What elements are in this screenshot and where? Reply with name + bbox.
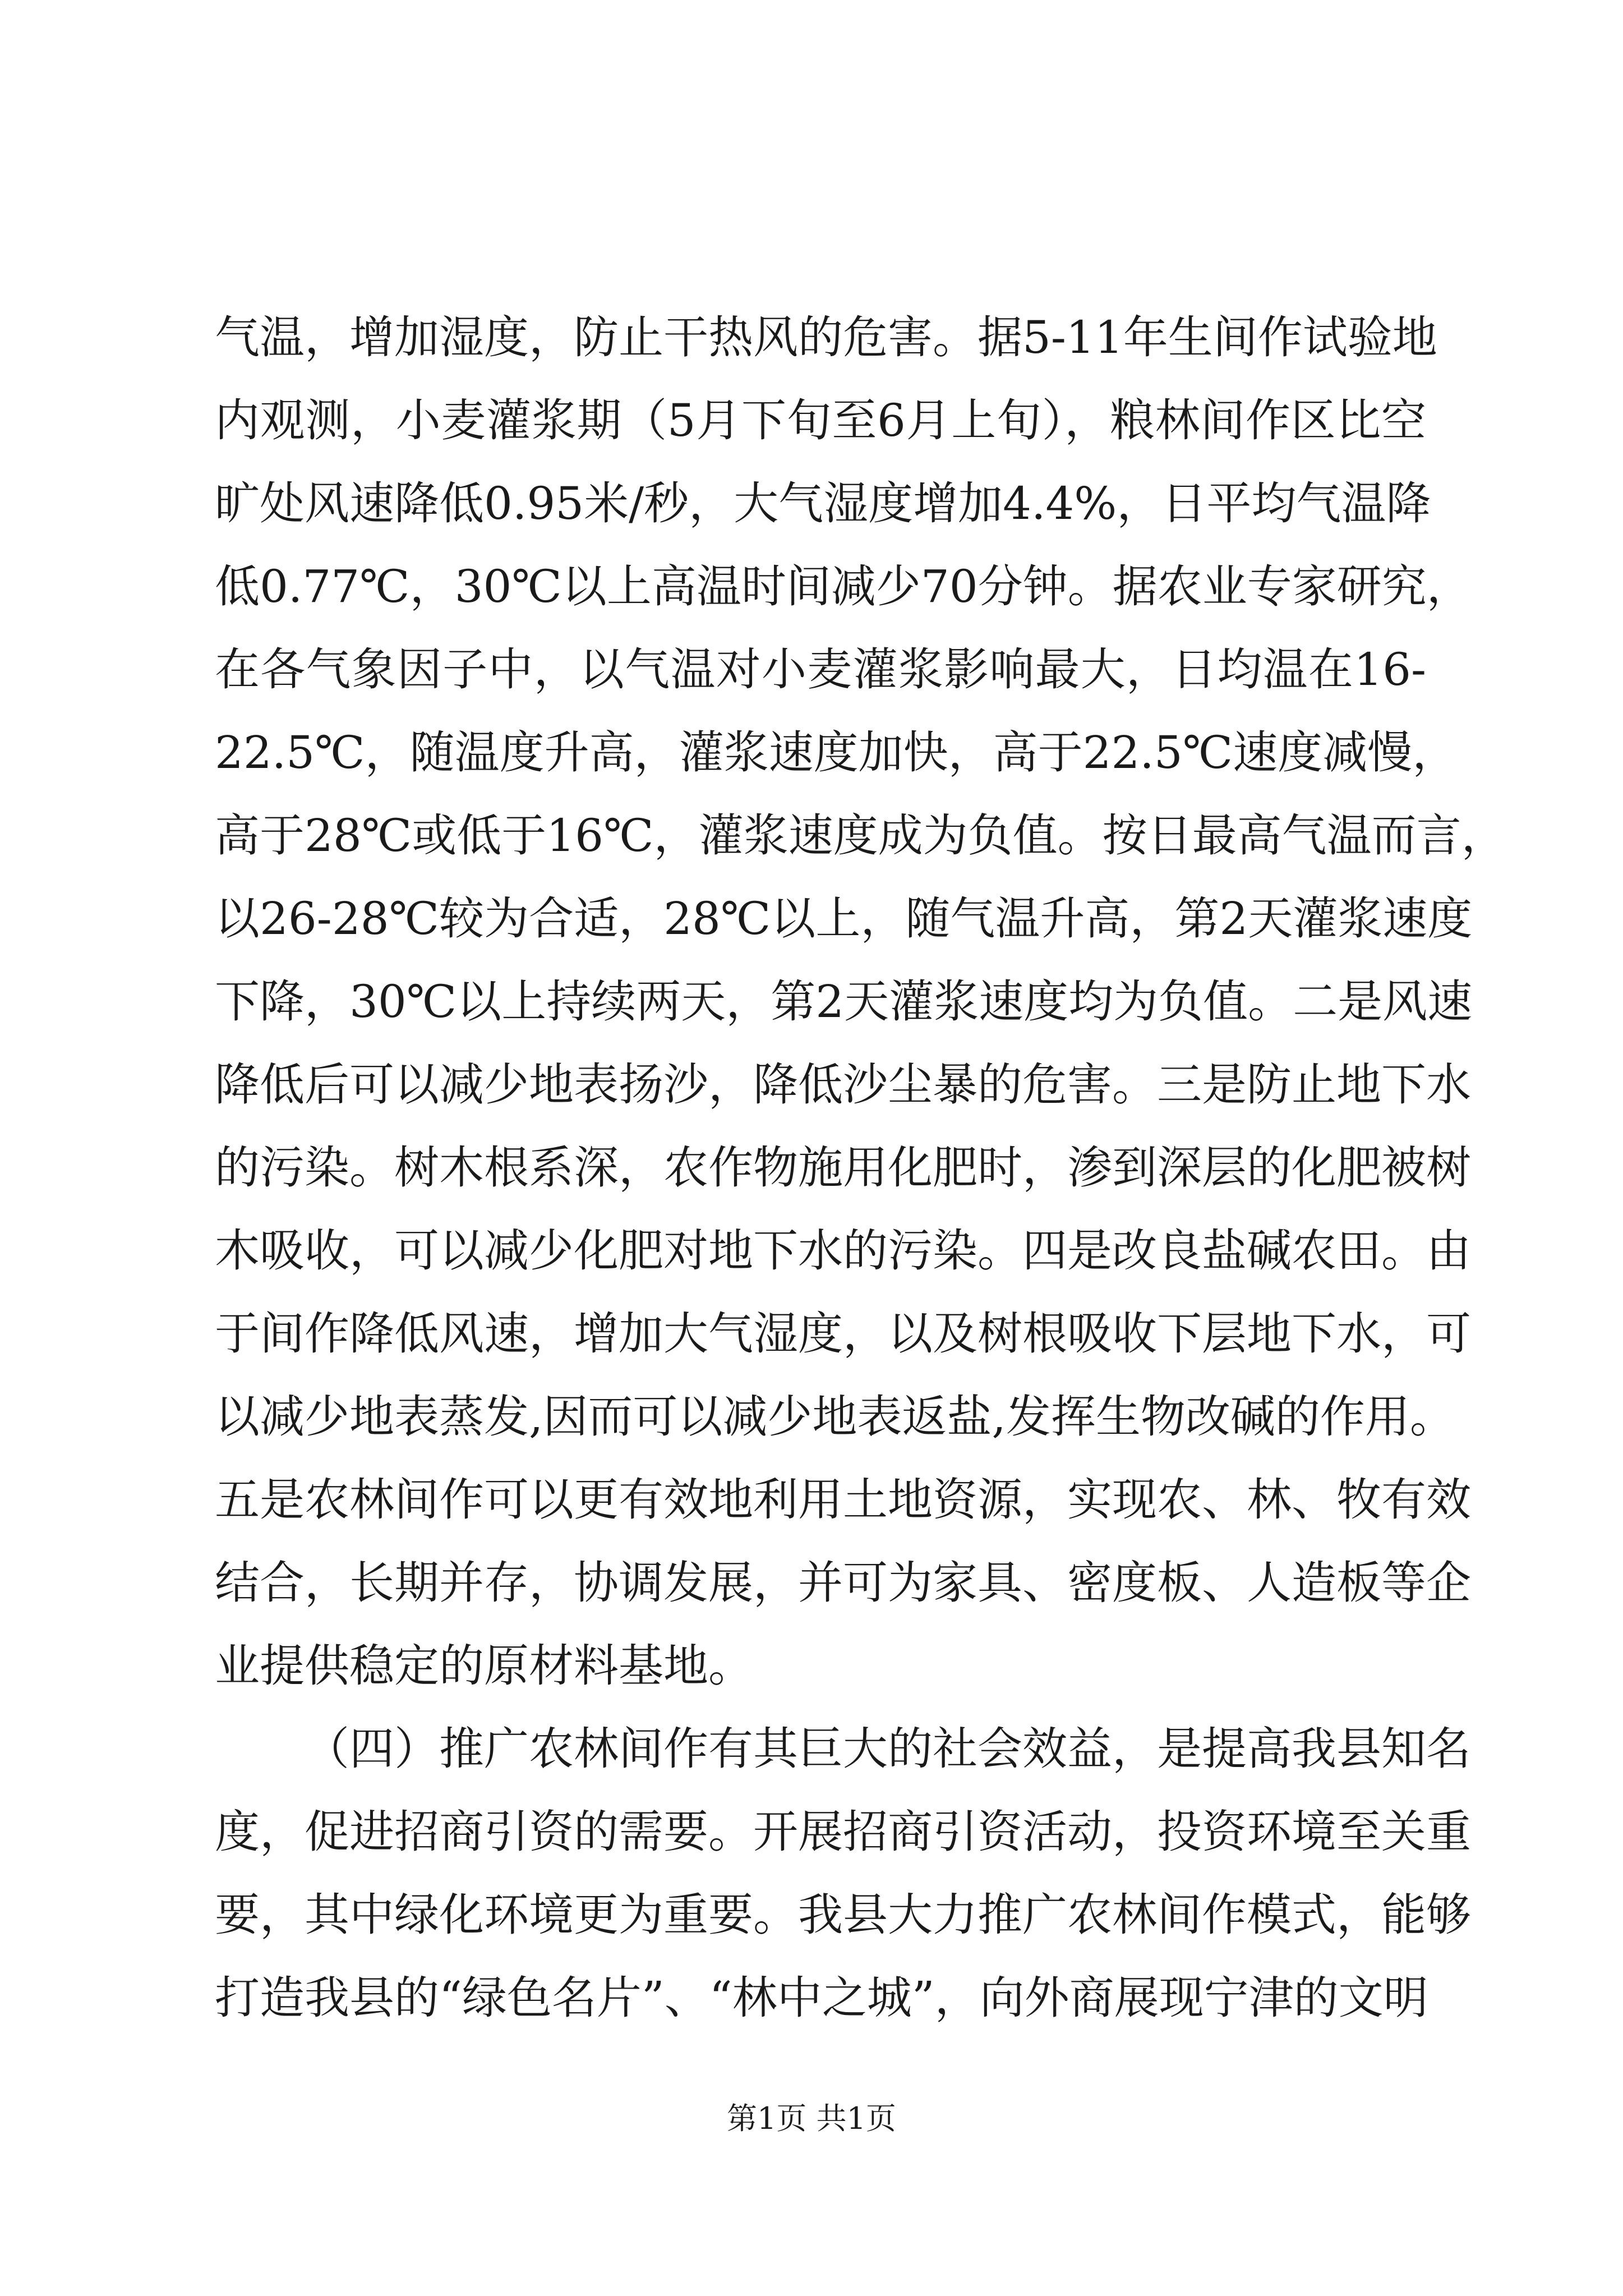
text-line: 打造我县的“绿色名片”、“林中之城”，向外商展现宁津的文明 [215,1972,1428,2024]
page-number-footer: 第1页 共1页 [727,2101,896,2136]
text-line: 的污染。树木根系深，农作物施用化肥时，渗到深层的化肥被树 [215,1142,1471,1194]
text-line: （四）推广农林间作有其巨大的社会效益，是提高我县知名 [305,1723,1471,1775]
text-line: 业提供稳定的原材料基地。 [215,1640,753,1692]
text-line: 低0.77℃，30℃以上高温时间减少70分钟。据农业专家研究， [215,560,1472,613]
text-line: 下降，30℃以上持续两天，第2天灌浆速度均为负值。二是风速 [215,976,1473,1028]
document-body [215,296,1506,2040]
text-line: 气温，增加湿度，防止干热风的危害。据5-11年生间作试验地 [215,311,1437,364]
text-line: 五是农林间作可以更有效地利用土地资源，实现农、林、牧有效 [215,1474,1471,1526]
text-line: 在各气象因子中，以气温对小麦灌浆影响最大，日均温在16- [215,643,1426,696]
text-line: 内观测，小麦灌浆期（5月下旬至6月上旬），粮林间作区比空 [215,394,1426,447]
text-line: 木吸收，可以减少化肥对地下水的污染。四是改良盐碱农田。由 [215,1225,1471,1277]
text-line: 于间作降低风速，增加大气湿度，以及树根吸收下层地下水，可 [215,1308,1471,1360]
text-line: 22.5℃，随温度升高，灌浆速度加快，高于22.5℃速度减慢， [215,726,1458,779]
text-line: 结合，长期并存，协调发展，并可为家具、密度板、人造板等企 [215,1557,1471,1609]
text-line: 以26-28℃较为合适，28℃以上，随气温升高，第2天灌浆速度 [215,892,1473,945]
text-line: 以减少地表蒸发,因而可以减少地表返盐,发挥生物改碱的作用。 [215,1391,1455,1443]
text-line: 度，促进招商引资的需要。开展招商引资活动，投资环境至关重 [215,1806,1471,1858]
text-line: 高于28℃或低于16℃，灌浆速度成为负值。按日最高气温而言， [215,809,1506,862]
text-line: 旷处风速降低0.95米/秒，大气湿度增加4.4%，日平均气温降 [215,477,1431,530]
text-line: 要，其中绿化环境更为重要。我县大力推广农林间作模式，能够 [215,1889,1471,1941]
text-line: 降低后可以减少地表扬沙，降低沙尘暴的危害。三是防止地下水 [215,1059,1471,1111]
